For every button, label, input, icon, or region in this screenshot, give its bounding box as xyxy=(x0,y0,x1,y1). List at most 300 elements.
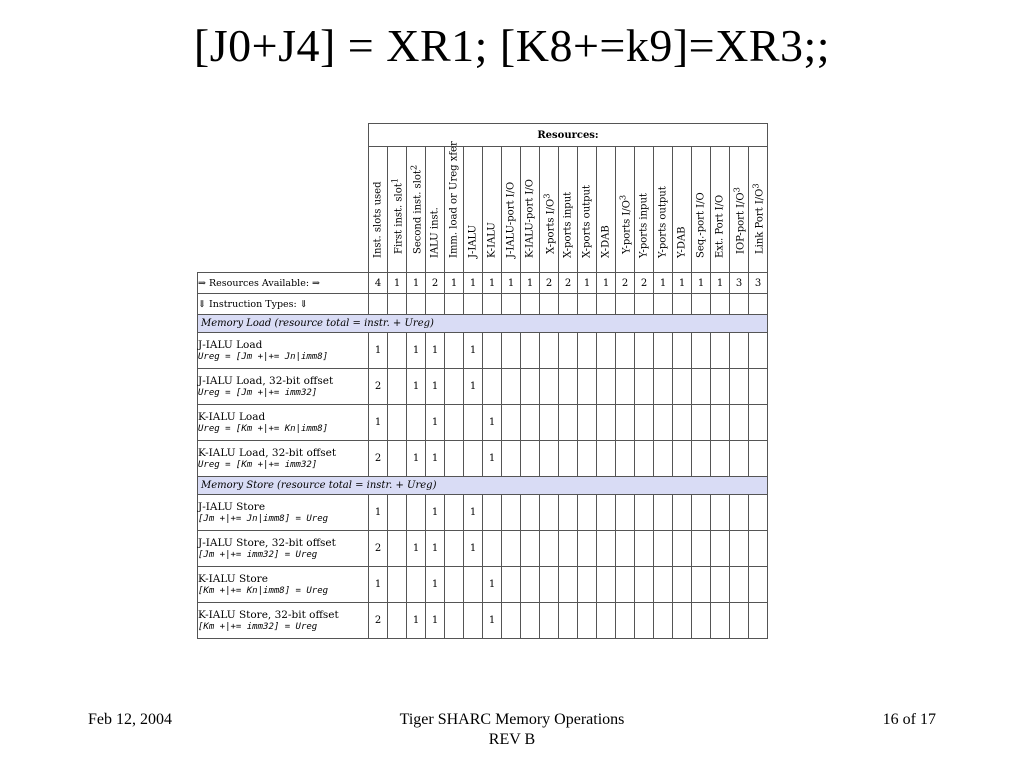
available-value: 4 xyxy=(369,273,388,294)
column-header xyxy=(388,147,407,273)
resource-count-cell xyxy=(692,333,711,369)
section-title: Memory Store (resource total = instr. + Ureg) xyxy=(198,477,768,495)
resource-count-cell xyxy=(578,567,597,603)
column-header-label: J-IALU xyxy=(467,224,479,258)
column-footnote-mark: 1 xyxy=(389,177,400,183)
column-header-label: X-ports output xyxy=(581,184,593,258)
resource-count-cell: 1 xyxy=(369,405,388,441)
resource-count-cell xyxy=(616,333,635,369)
resource-count-cell xyxy=(483,495,502,531)
instruction-row xyxy=(198,567,768,603)
empty-cell xyxy=(635,294,654,315)
resource-count-cell xyxy=(692,531,711,567)
column-header-row xyxy=(198,147,768,273)
resource-count-cell xyxy=(540,567,559,603)
footer-title-line2: REV B xyxy=(488,731,536,748)
empty-cell xyxy=(597,294,616,315)
column-header-label: X-ports input xyxy=(562,191,574,258)
table-body xyxy=(198,273,768,639)
resource-count-cell xyxy=(502,531,521,567)
resource-count-cell xyxy=(540,405,559,441)
resource-count-cell xyxy=(483,333,502,369)
available-value: 2 xyxy=(616,273,635,294)
resource-count-cell: 1 xyxy=(483,603,502,639)
resources-header: Resources: xyxy=(369,124,768,147)
resource-count-cell xyxy=(673,405,692,441)
resource-count-cell xyxy=(445,531,464,567)
resource-count-cell xyxy=(711,369,730,405)
instruction-cell xyxy=(198,531,369,567)
empty-cell xyxy=(445,294,464,315)
resource-count-cell xyxy=(749,405,768,441)
available-value: 1 xyxy=(654,273,673,294)
instruction-cell xyxy=(198,603,369,639)
resource-count-cell xyxy=(502,495,521,531)
instruction-cell xyxy=(198,495,369,531)
resource-count-cell xyxy=(521,531,540,567)
resource-count-cell xyxy=(711,531,730,567)
column-header xyxy=(616,147,635,273)
available-value: 1 xyxy=(711,273,730,294)
resource-count-cell xyxy=(445,405,464,441)
resource-table-container xyxy=(197,123,768,639)
resource-count-cell xyxy=(635,333,654,369)
resource-count-cell xyxy=(502,567,521,603)
column-footnote-mark: 3 xyxy=(541,193,552,199)
resource-count-cell xyxy=(711,495,730,531)
column-header xyxy=(654,147,673,273)
column-header xyxy=(559,147,578,273)
instruction-cell xyxy=(198,567,369,603)
resource-count-cell xyxy=(559,405,578,441)
empty-cell xyxy=(654,294,673,315)
empty-cell xyxy=(388,294,407,315)
available-value: 1 xyxy=(597,273,616,294)
column-header-label: Ext. Port I/O xyxy=(714,194,726,258)
resource-count-cell xyxy=(578,603,597,639)
resource-count-cell xyxy=(635,369,654,405)
resource-count-cell xyxy=(578,441,597,477)
resource-count-cell xyxy=(540,495,559,531)
resource-count-cell xyxy=(540,369,559,405)
resource-count-cell: 2 xyxy=(369,441,388,477)
footer-page-number: 16 of 17 xyxy=(882,711,936,728)
resource-count-cell xyxy=(654,405,673,441)
available-value: 1 xyxy=(445,273,464,294)
resource-count-cell: 2 xyxy=(369,603,388,639)
empty-cell xyxy=(578,294,597,315)
resource-count-cell: 1 xyxy=(407,531,426,567)
resource-count-cell xyxy=(388,333,407,369)
resource-count-cell xyxy=(749,495,768,531)
available-value: 1 xyxy=(578,273,597,294)
empty-cell xyxy=(730,294,749,315)
column-header-label: J-IALU-port I/O xyxy=(505,181,517,258)
column-header-label: First inst. slot xyxy=(393,182,405,254)
resource-count-cell xyxy=(749,567,768,603)
column-header-label: X-ports I/O xyxy=(545,198,557,254)
resource-count-cell xyxy=(578,531,597,567)
resource-count-cell xyxy=(521,441,540,477)
resource-count-cell xyxy=(578,369,597,405)
resource-count-cell: 1 xyxy=(369,333,388,369)
resources-header-row xyxy=(198,124,768,147)
resource-count-cell xyxy=(654,369,673,405)
resource-count-cell: 1 xyxy=(464,531,483,567)
instruction-name: J-IALU Load, 32-bit offset xyxy=(198,374,334,387)
resource-count-cell xyxy=(730,369,749,405)
resource-count-cell xyxy=(673,333,692,369)
resource-count-cell xyxy=(521,567,540,603)
available-value: 1 xyxy=(521,273,540,294)
resource-count-cell xyxy=(483,531,502,567)
resource-count-cell xyxy=(730,495,749,531)
resource-count-cell: 1 xyxy=(426,441,445,477)
column-header xyxy=(749,147,768,273)
column-header-label: Link Port I/O xyxy=(754,188,766,254)
column-header xyxy=(540,147,559,273)
column-header-label: K-IALU-port I/O xyxy=(524,179,536,258)
resource-count-cell xyxy=(445,495,464,531)
resource-count-cell: 1 xyxy=(464,369,483,405)
resources-available-row xyxy=(198,273,768,294)
column-header xyxy=(673,147,692,273)
section-header-row xyxy=(198,315,768,333)
resource-count-cell: 1 xyxy=(426,531,445,567)
column-header xyxy=(521,147,540,273)
column-header xyxy=(445,141,464,273)
column-header-label: Y-ports I/O xyxy=(621,199,633,254)
available-value: 3 xyxy=(730,273,749,294)
instruction-syntax: [Km +|+= imm32] = Ureg xyxy=(198,621,318,632)
resource-count-cell xyxy=(388,441,407,477)
empty-cell xyxy=(369,294,388,315)
resource-count-cell xyxy=(616,441,635,477)
empty-cell xyxy=(540,294,559,315)
resource-count-cell xyxy=(711,441,730,477)
resource-count-cell xyxy=(540,441,559,477)
available-value: 1 xyxy=(673,273,692,294)
resource-count-cell xyxy=(692,567,711,603)
resource-count-cell xyxy=(502,369,521,405)
resource-count-cell xyxy=(521,405,540,441)
resource-count-cell: 1 xyxy=(407,603,426,639)
empty-cell xyxy=(673,294,692,315)
resource-count-cell: 1 xyxy=(369,567,388,603)
resource-count-cell xyxy=(654,495,673,531)
resource-count-cell xyxy=(502,603,521,639)
instruction-cell xyxy=(198,369,369,405)
empty-cell xyxy=(426,294,445,315)
resource-count-cell xyxy=(711,567,730,603)
empty-cell xyxy=(559,294,578,315)
column-header-label: IOP-port I/O xyxy=(735,192,747,254)
resource-count-cell xyxy=(521,333,540,369)
instruction-name: K-IALU Store xyxy=(198,572,268,585)
resource-count-cell xyxy=(483,369,502,405)
instruction-row xyxy=(198,531,768,567)
resource-count-cell xyxy=(616,369,635,405)
resource-count-cell xyxy=(407,567,426,603)
resource-count-cell xyxy=(388,369,407,405)
instruction-syntax: [Jm +|+= imm32] = Ureg xyxy=(198,549,318,560)
resource-count-cell xyxy=(673,603,692,639)
resource-count-cell: 1 xyxy=(426,369,445,405)
resource-count-cell: 1 xyxy=(483,405,502,441)
column-header xyxy=(597,147,616,273)
resource-count-cell xyxy=(635,495,654,531)
footer-date: Feb 12, 2004 xyxy=(88,711,172,728)
resource-count-cell xyxy=(673,369,692,405)
resource-count-cell xyxy=(445,441,464,477)
instruction-row xyxy=(198,603,768,639)
instruction-name: J-IALU Store, 32-bit offset xyxy=(198,536,336,549)
resource-count-cell xyxy=(540,333,559,369)
empty-cell xyxy=(464,294,483,315)
resource-count-cell: 1 xyxy=(426,603,445,639)
resource-count-cell xyxy=(635,441,654,477)
column-header xyxy=(730,147,749,273)
resource-count-cell xyxy=(749,531,768,567)
resource-count-cell xyxy=(692,405,711,441)
resource-count-cell xyxy=(673,441,692,477)
section-header-row xyxy=(198,477,768,495)
resource-count-cell: 1 xyxy=(483,567,502,603)
resource-count-cell xyxy=(521,369,540,405)
instruction-row xyxy=(198,495,768,531)
resource-count-cell xyxy=(749,369,768,405)
slide-title: [J0+J4] = XR1; [K8+=k9]=XR3;; xyxy=(193,20,831,71)
instruction-syntax: Ureg = [Km +|+= imm32] xyxy=(198,459,318,470)
footer-title xyxy=(0,710,1024,750)
resource-count-cell xyxy=(692,495,711,531)
resource-count-cell: 1 xyxy=(426,495,445,531)
empty-cell xyxy=(692,294,711,315)
resource-count-cell: 1 xyxy=(407,333,426,369)
instruction-syntax: [Jm +|+= Jn|imm8] = Ureg xyxy=(198,513,329,524)
resources-available-label: ⇒ Resources Available: ⇒ xyxy=(198,273,369,294)
empty-cell xyxy=(407,294,426,315)
resource-count-cell: 1 xyxy=(483,441,502,477)
resource-count-cell xyxy=(730,405,749,441)
empty-cell xyxy=(521,294,540,315)
resource-count-cell xyxy=(388,405,407,441)
resource-count-cell xyxy=(749,603,768,639)
resource-count-cell: 1 xyxy=(407,441,426,477)
resource-count-cell xyxy=(445,603,464,639)
resource-count-cell xyxy=(673,495,692,531)
column-header xyxy=(426,147,445,273)
column-header-label: Y-DAB xyxy=(676,226,688,258)
instruction-syntax: Ureg = [Km +|+= Kn|imm8] xyxy=(198,423,329,434)
resource-count-cell xyxy=(521,495,540,531)
resource-count-cell: 1 xyxy=(426,567,445,603)
available-value: 2 xyxy=(635,273,654,294)
resource-count-cell xyxy=(635,405,654,441)
instruction-row xyxy=(198,333,768,369)
resource-count-cell xyxy=(464,603,483,639)
resource-count-cell xyxy=(616,405,635,441)
column-header xyxy=(578,147,597,273)
resource-count-cell xyxy=(388,603,407,639)
column-header xyxy=(407,147,426,273)
resource-count-cell xyxy=(597,405,616,441)
resource-count-cell: 1 xyxy=(464,333,483,369)
resource-count-cell xyxy=(616,531,635,567)
instruction-cell xyxy=(198,441,369,477)
resource-count-cell xyxy=(749,333,768,369)
instruction-name: K-IALU Store, 32-bit offset xyxy=(198,608,339,621)
instruction-name: K-IALU Load, 32-bit offset xyxy=(198,446,337,459)
empty-cell xyxy=(711,294,730,315)
instruction-name: J-IALU Store xyxy=(198,500,266,513)
column-header xyxy=(692,147,711,273)
resource-count-cell xyxy=(597,531,616,567)
column-header-label: K-IALU xyxy=(486,222,498,258)
resource-count-cell xyxy=(635,531,654,567)
column-header-label: Y-ports output xyxy=(657,186,669,258)
resource-count-cell xyxy=(692,441,711,477)
instruction-types-label: ⇓ Instruction Types: ⇓ xyxy=(198,294,369,315)
instruction-types-row xyxy=(198,294,768,315)
instruction-syntax: Ureg = [Jm +|+= Jn|imm8] xyxy=(198,351,329,362)
resource-count-cell xyxy=(654,567,673,603)
column-header xyxy=(711,147,730,273)
resource-count-cell xyxy=(692,603,711,639)
resource-count-cell xyxy=(597,603,616,639)
available-value: 2 xyxy=(559,273,578,294)
instruction-cell xyxy=(198,405,369,441)
resource-count-cell: 1 xyxy=(369,495,388,531)
resource-count-cell: 1 xyxy=(407,369,426,405)
resource-count-cell xyxy=(730,531,749,567)
resource-table xyxy=(197,123,768,639)
resource-count-cell xyxy=(540,603,559,639)
column-header-label: IALU inst. xyxy=(429,207,441,258)
available-value: 1 xyxy=(407,273,426,294)
available-value: 2 xyxy=(426,273,445,294)
resource-count-cell xyxy=(711,603,730,639)
resource-count-cell: 2 xyxy=(369,531,388,567)
instruction-name: J-IALU Load xyxy=(198,338,263,351)
column-header xyxy=(464,147,483,273)
column-header-label: Y-ports input xyxy=(638,193,650,258)
resource-count-cell xyxy=(388,495,407,531)
empty-cell xyxy=(749,294,768,315)
available-value: 2 xyxy=(540,273,559,294)
resource-count-cell xyxy=(559,567,578,603)
column-footnote-mark: 3 xyxy=(731,186,742,193)
resource-count-cell xyxy=(445,333,464,369)
resource-count-cell xyxy=(540,531,559,567)
resource-count-cell xyxy=(559,531,578,567)
column-header xyxy=(502,147,521,273)
available-value: 1 xyxy=(388,273,407,294)
available-value: 3 xyxy=(749,273,768,294)
resource-count-cell xyxy=(711,333,730,369)
resource-count-cell xyxy=(730,567,749,603)
resource-count-cell xyxy=(654,333,673,369)
instruction-row xyxy=(198,441,768,477)
resource-count-cell xyxy=(673,531,692,567)
resource-count-cell xyxy=(559,441,578,477)
resource-count-cell xyxy=(502,333,521,369)
resource-count-cell xyxy=(502,405,521,441)
column-footnote-mark: 3 xyxy=(617,194,628,200)
resource-count-cell xyxy=(407,405,426,441)
resource-count-cell xyxy=(692,369,711,405)
column-header-label: X-DAB xyxy=(600,225,612,258)
instruction-name: K-IALU Load xyxy=(198,410,266,423)
resource-count-cell xyxy=(388,567,407,603)
resource-count-cell xyxy=(616,495,635,531)
resource-count-cell xyxy=(654,441,673,477)
resource-count-cell xyxy=(749,441,768,477)
column-footnote-mark: 3 xyxy=(750,183,761,189)
available-value: 1 xyxy=(464,273,483,294)
empty-cell xyxy=(616,294,635,315)
resource-count-cell xyxy=(559,333,578,369)
instruction-row xyxy=(198,405,768,441)
resource-count-cell xyxy=(616,603,635,639)
resource-count-cell xyxy=(464,405,483,441)
resource-count-cell: 1 xyxy=(464,495,483,531)
column-header-label: Inst. slots used xyxy=(372,181,384,258)
resource-count-cell xyxy=(578,405,597,441)
resource-count-cell xyxy=(616,567,635,603)
resource-count-cell xyxy=(654,603,673,639)
resource-count-cell xyxy=(445,369,464,405)
resource-count-cell xyxy=(559,369,578,405)
resource-count-cell xyxy=(407,495,426,531)
resource-count-cell xyxy=(464,567,483,603)
resource-count-cell xyxy=(635,567,654,603)
resource-count-cell xyxy=(502,441,521,477)
column-header xyxy=(369,147,388,273)
resource-count-cell xyxy=(673,567,692,603)
available-value: 1 xyxy=(502,273,521,294)
empty-cell xyxy=(502,294,521,315)
instruction-syntax: [Km +|+= Kn|imm8] = Ureg xyxy=(198,585,329,596)
resource-count-cell xyxy=(388,531,407,567)
column-header-label: Second inst. slot xyxy=(412,169,424,254)
resource-count-cell xyxy=(445,567,464,603)
resource-count-cell xyxy=(597,441,616,477)
instruction-row xyxy=(198,369,768,405)
resource-count-cell: 1 xyxy=(426,333,445,369)
resource-count-cell xyxy=(711,405,730,441)
resource-count-cell xyxy=(559,603,578,639)
instruction-cell xyxy=(198,333,369,369)
column-header xyxy=(635,147,654,273)
resource-count-cell xyxy=(597,495,616,531)
section-title: Memory Load (resource total = instr. + Ureg) xyxy=(198,315,768,333)
instruction-syntax: Ureg = [Jm +|+= imm32] xyxy=(198,387,318,398)
resource-count-cell xyxy=(578,333,597,369)
resource-count-cell xyxy=(654,531,673,567)
available-value: 1 xyxy=(692,273,711,294)
column-header-label: Seq.-port I/O xyxy=(695,192,707,258)
empty-cell xyxy=(483,294,502,315)
resource-count-cell xyxy=(597,333,616,369)
footer-title-line1: Tiger SHARC Memory Operations xyxy=(399,711,625,728)
resource-count-cell xyxy=(559,495,578,531)
resource-count-cell xyxy=(578,495,597,531)
resource-count-cell xyxy=(597,567,616,603)
column-footnote-mark: 2 xyxy=(408,164,419,170)
resource-count-cell xyxy=(730,333,749,369)
resource-count-cell: 2 xyxy=(369,369,388,405)
